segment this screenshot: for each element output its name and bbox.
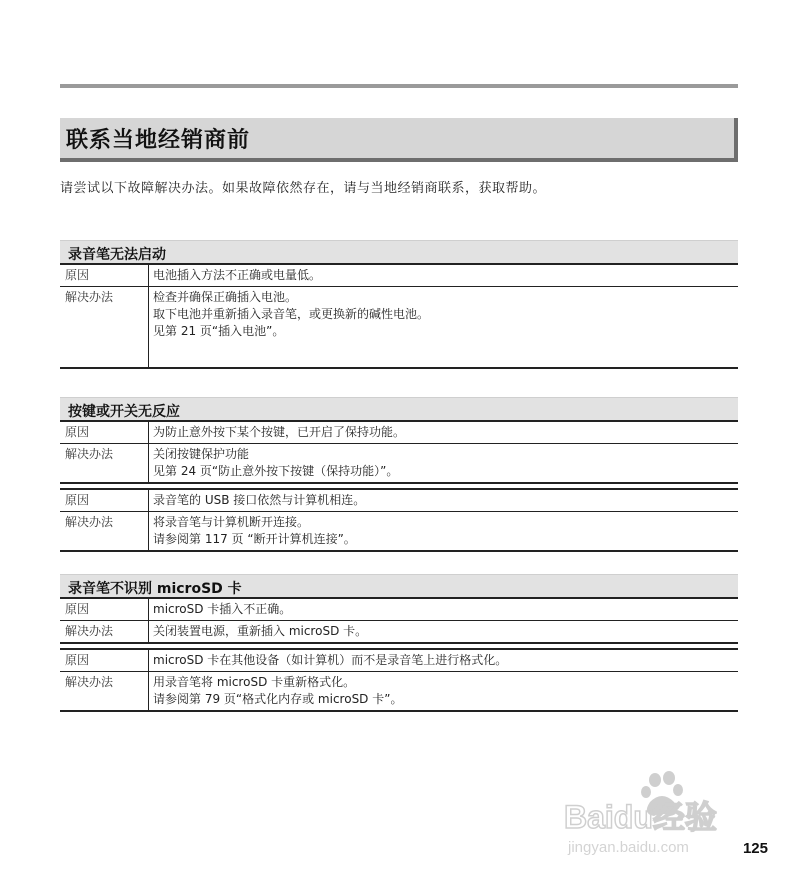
solution-line: 见第 21 页“插入电池”。 xyxy=(153,324,285,338)
solution-text xyxy=(149,621,738,642)
section-header xyxy=(60,397,738,420)
solution-row xyxy=(60,443,738,482)
solution-line: 用录音笔将 microSD 卡重新格式化。 xyxy=(153,675,356,689)
solution-line: 见第 24 页“防止意外按下按键（保持功能）”。 xyxy=(153,464,399,478)
section-buttons-unresponsive xyxy=(60,397,738,552)
solution-row xyxy=(60,620,738,642)
solution-line: 请参阅第 117 页 “断开计算机连接”。 xyxy=(153,532,356,546)
solution-line: 请参阅第 79 页“格式化内存或 microSD 卡”。 xyxy=(153,692,403,706)
solution-label: 解决办法 xyxy=(60,621,149,642)
cause-label: 原因 xyxy=(60,650,149,671)
cause-text: 电池插入方法不正确或电量低。 xyxy=(153,268,322,282)
solution-text xyxy=(149,512,738,550)
cause-text: microSD 卡在其他设备（如计算机）而不是录音笔上进行格式化。 xyxy=(153,653,508,667)
page-title-box xyxy=(60,118,738,162)
cause-label: 原因 xyxy=(60,490,149,511)
solution-label: 解决办法 xyxy=(60,512,149,550)
cause-row xyxy=(60,422,738,443)
troubleshoot-table xyxy=(60,648,738,712)
solution-row xyxy=(60,671,738,710)
cause-text: 录音笔的 USB 接口依然与计算机相连。 xyxy=(153,493,366,507)
solution-line: 关闭装置电源，重新插入 microSD 卡。 xyxy=(153,624,368,638)
solution-text xyxy=(149,672,738,710)
watermark-url: jingyan.baidu.com xyxy=(568,839,689,856)
baidu-watermark-logo xyxy=(562,770,752,860)
section-heading: 按键或开关无反应 xyxy=(68,404,180,420)
section-header xyxy=(60,574,738,597)
section-heading: 录音笔无法启动 xyxy=(68,247,166,263)
solution-text xyxy=(149,287,738,367)
section-no-power xyxy=(60,240,738,369)
solution-line: 取下电池并重新插入录音笔，或更换新的碱性电池。 xyxy=(153,307,430,321)
section-header xyxy=(60,240,738,263)
watermark-brand: Baidu经验 xyxy=(564,799,717,835)
intro-text: 请尝试以下故障解决办法。如果故障依然存在，请与当地经销商联系，获取帮助。 xyxy=(60,181,547,196)
cause-label: 原因 xyxy=(60,265,149,286)
troubleshoot-table xyxy=(60,597,738,644)
cause-label: 原因 xyxy=(60,599,149,620)
solution-label: 解决办法 xyxy=(60,672,149,710)
solution-row xyxy=(60,511,738,550)
cause-row xyxy=(60,265,738,286)
cause-text: microSD 卡插入不正确。 xyxy=(153,602,292,616)
solution-text xyxy=(149,444,738,482)
cause-label: 原因 xyxy=(60,422,149,443)
solution-row xyxy=(60,286,738,367)
section-heading: 录音笔不识别 microSD 卡 xyxy=(68,581,242,597)
troubleshoot-table xyxy=(60,488,738,552)
cause-row xyxy=(60,599,738,620)
troubleshoot-table xyxy=(60,420,738,484)
solution-line: 将录音笔与计算机断开连接。 xyxy=(153,515,310,529)
page-number: 125 xyxy=(742,840,768,857)
top-rule xyxy=(60,84,738,88)
cause-row xyxy=(60,490,738,511)
troubleshoot-table xyxy=(60,263,738,369)
page-title: 联系当地经销商前 xyxy=(66,128,251,153)
section-microsd-not-recognized xyxy=(60,574,738,712)
solution-label: 解决办法 xyxy=(60,287,149,367)
cause-text: 为防止意外按下某个按键，已开启了保持功能。 xyxy=(153,425,406,439)
cause-row xyxy=(60,650,738,671)
solution-line: 关闭按键保护功能 xyxy=(153,447,250,461)
solution-line: 检查并确保正确插入电池。 xyxy=(153,290,298,304)
solution-label: 解决办法 xyxy=(60,444,149,482)
